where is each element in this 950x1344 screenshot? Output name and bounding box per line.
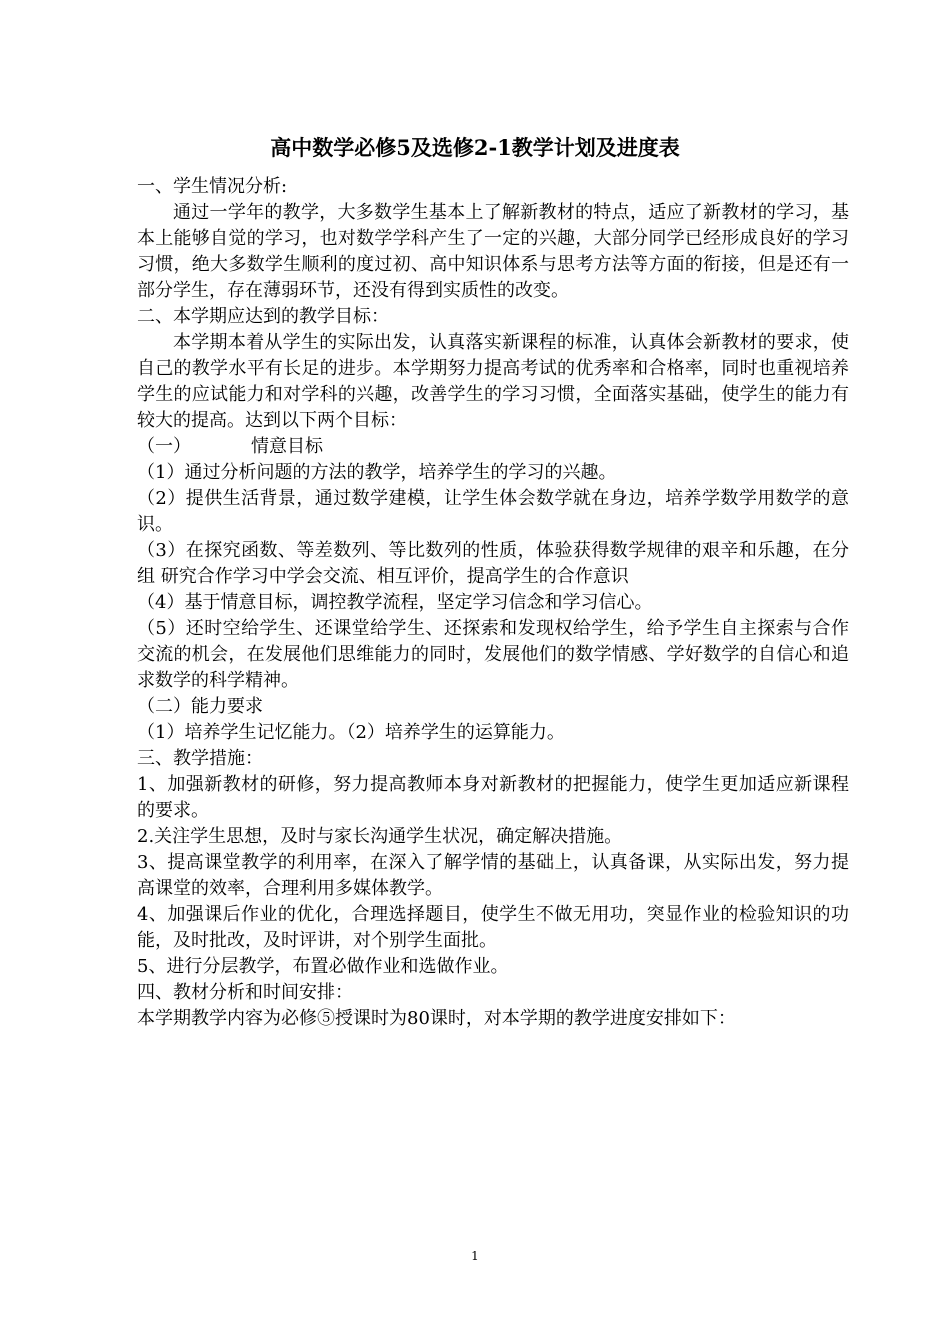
measure-item: 4、加强课后作业的优化，合理选择题目，使学生不做无用功，突显作业的检验知识的功能，及时批改，及时评讲，对个别学生面批。	[137, 904, 849, 951]
paragraph-student-analysis: 通过一学年的教学，大多数学生基本上了解新教材的特点，适应了新教材的学习，基本上能够自觉的学习，也对数学学科产生了一定的兴趣，大部分同学已经形成良好的学习习惯，绝大多数学生顺利的度过初、高中知识体系与思考方法等方面的衔接，但是还有一部分学生，存在薄弱环节，还没有得到实质性的改变。	[137, 202, 849, 301]
measure-item: 2.关注学生思想，及时与家长沟通学生状况，确定解决措施。	[137, 826, 623, 847]
goal2-heading: （二）能力要求	[137, 696, 263, 717]
paragraph-teaching-goals: 本学期本着从学生的实际出发，认真落实新课程的标准，认真体会新教材的要求，使自己的教学水平有长足的进步。本学期努力提高考试的优秀率和合格率，同时也重视培养学生的应试能力和对学科的兴趣，改善学生的学习习惯，全面落实基础，使学生的能力有较大的提高。达到以下两个目标：	[137, 332, 849, 431]
goal2-items: （1）培养学生记忆能力。（2）培养学生的运算能力。	[137, 722, 565, 743]
goal1-heading	[137, 434, 849, 460]
section-heading-student-analysis: 一、学生情况分析:	[137, 176, 288, 197]
goal1-item: （3）在探究函数、等差数列、等比数列的性质，体验获得数学规律的艰辛和乐趣，在分组 研究合作学习中学会交流、相互评价，提高学生的合作意识	[137, 540, 849, 587]
goal1-title: 情意目标	[251, 436, 323, 457]
page-number: 1	[471, 1249, 479, 1263]
goal1-item: （4）基于情意目标，调控教学流程，坚定学习信念和学习信心。	[137, 592, 653, 613]
measure-item: 5、进行分层教学，布置必做作业和选做作业。	[137, 956, 509, 977]
goal1-item: （5）还时空给学生、还课堂给学生、还探索和发现权给学生，给予学生自主探索与合作交流的机会，在发展他们思维能力的同时，发展他们的数学情感、学好数学的自信心和追求数学的科学精神。	[137, 618, 849, 691]
document-body	[137, 174, 849, 1032]
goal1-label: （一）	[137, 436, 191, 457]
goal1-item: （2）提供生活背景，通过数学建模，让学生体会数学就在身边，培养学数学用数学的意识。	[137, 488, 849, 535]
goal1-item: （1）通过分析问题的方法的教学，培养学生的学习的兴趣。	[137, 462, 617, 483]
section-heading-teaching-measures: 三、教学措施：	[137, 748, 263, 769]
document-title: 高中数学必修5及选修2-1教学计划及进度表	[270, 135, 680, 160]
measure-item: 3、提高课堂教学的利用率，在深入了解学情的基础上，认真备课，从实际出发，努力提高课堂的效率，合理利用多媒体教学。	[137, 852, 849, 899]
section-heading-teaching-goals: 二、本学期应达到的教学目标：	[137, 306, 389, 327]
measure-item: 1、加强新教材的研修，努力提高教师本身对新教材的把握能力，使学生更加适应新课程的要求。	[137, 774, 849, 821]
section-heading-schedule: 四、教材分析和时间安排：	[137, 982, 353, 1003]
paragraph-schedule: 本学期教学内容为必修⑤授课时为80课时，对本学期的教学进度安排如下：	[137, 1008, 736, 1029]
